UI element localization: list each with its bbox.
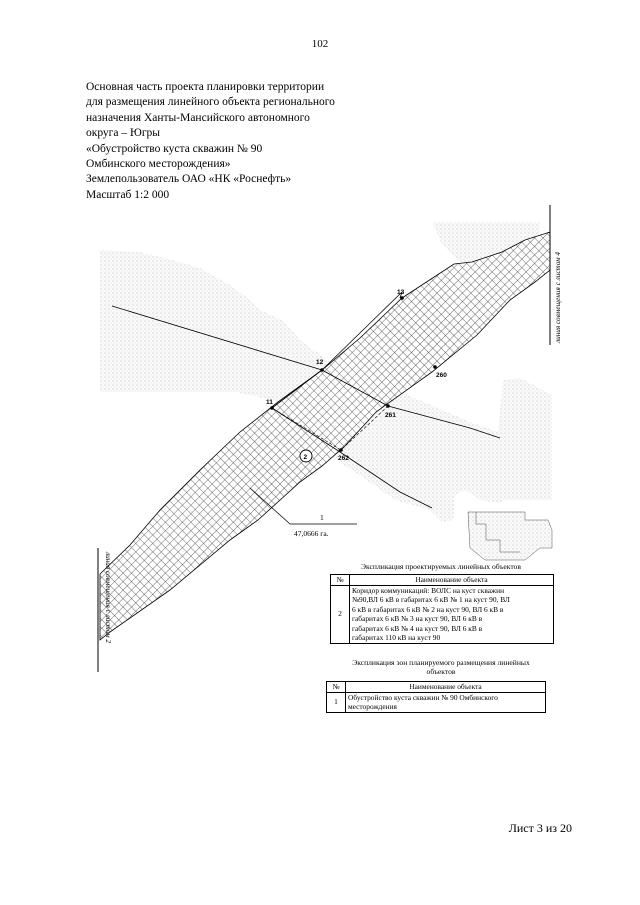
table-header-name: Наименование объекта	[346, 682, 546, 693]
survey-point	[339, 448, 343, 452]
table2-caption	[318, 658, 564, 676]
header-line: для размещения линейного объекта регионального	[86, 96, 335, 109]
sheet-number: Лист 3 из 20	[508, 821, 572, 835]
cell-line: №90,ВЛ 6 кВ в габаритах 6 кВ № 1 на куст 90, ВЛ	[352, 595, 510, 604]
match-line-right-label: линия совмещения с листом 4	[554, 251, 562, 343]
table-header-row	[331, 575, 554, 586]
table-cell-name	[350, 585, 554, 643]
point-label: 262	[338, 455, 349, 462]
cell-line: габаритах 110 кВ на куст 90	[352, 633, 441, 642]
match-line-left-label: линия совмещения с листом 2	[104, 552, 112, 644]
header-line: «Обустройство куста скважин № 90	[86, 142, 263, 155]
survey-point	[386, 404, 390, 408]
cell-line: Коридор коммуникаций: ВОЛС на куст скважин	[352, 585, 505, 595]
survey-point	[433, 365, 437, 369]
table-header-num: №	[327, 682, 346, 693]
header-line: Масштаб 1:2 000	[86, 188, 170, 201]
point-label: 261	[385, 412, 396, 419]
zone-leader-number: 1	[320, 513, 324, 522]
table-header-num: №	[331, 575, 350, 586]
table-header-name: Наименование объекта	[350, 575, 554, 586]
table-header-row	[327, 682, 546, 693]
header-line: Омбинского месторождения»	[86, 158, 231, 171]
caption-line: Экспликация зон планируемого размещения линейных	[352, 658, 530, 667]
header-line: Землепользователь ОАО «НК «Роснефть»	[86, 173, 292, 186]
point-label: 260	[436, 372, 447, 379]
table-cell-num: 2	[331, 585, 350, 643]
page-number: 102	[311, 38, 329, 50]
table1-caption: Экспликация проектируемых линейных объектов	[361, 562, 521, 571]
survey-point	[400, 296, 404, 300]
cell-line: 6 кВ в габаритах 6 кВ № 2 на куст 90, ВЛ 6 кВ в	[352, 604, 504, 614]
zone-area-label: 47,0666 га.	[294, 529, 329, 538]
building-block	[468, 512, 552, 560]
survey-point	[320, 368, 324, 372]
point-label: 13	[397, 289, 405, 296]
point-label: 11	[266, 399, 273, 406]
table2-zones	[326, 681, 546, 713]
table-cell-num: 1	[327, 692, 346, 712]
caption-line: объектов	[426, 667, 456, 676]
table-row	[331, 585, 554, 643]
table1-linear-objects	[330, 574, 554, 644]
table-row	[327, 692, 546, 712]
table-cell-name	[346, 692, 546, 712]
survey-point	[270, 406, 274, 410]
cell-line: габаритах 6 кВ № 4 на куст 90, ВЛ 6 кВ в	[352, 623, 483, 633]
header-line: округа – Югры	[86, 127, 161, 140]
header-line: назначения Ханты-Мансийского автономного	[86, 111, 310, 124]
cell-line: Обустройство куста скважин № 90 Омбинского	[348, 692, 498, 702]
zone-marker-label: 2	[303, 454, 308, 461]
header-line: Основная часть проекта планировки территории	[86, 81, 325, 93]
cell-line: месторождения	[348, 702, 397, 711]
point-label: 12	[316, 359, 324, 366]
cell-line: габаритах 6 кВ № 3 на куст 90, ВЛ 6 кВ в	[352, 614, 483, 623]
